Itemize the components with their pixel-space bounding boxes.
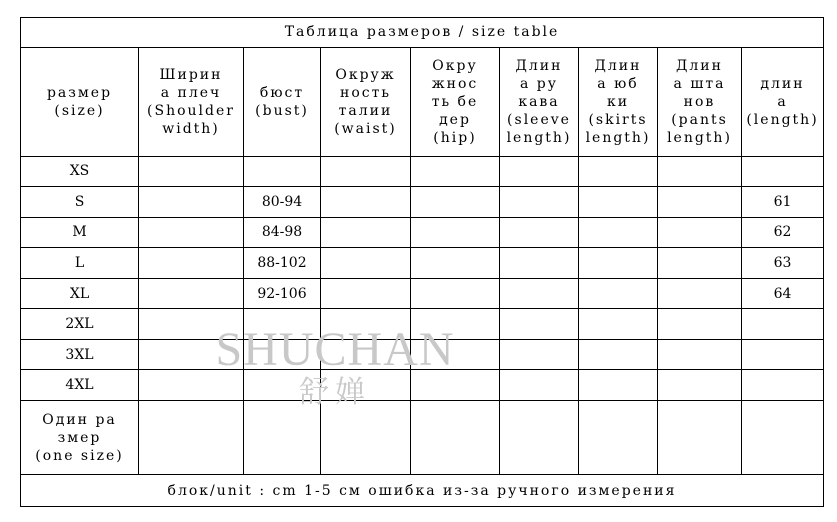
table-cell bbox=[411, 339, 500, 370]
table-cell bbox=[321, 248, 411, 279]
column-header-line: length) bbox=[585, 129, 651, 146]
size-table bbox=[20, 17, 824, 507]
table-cell bbox=[411, 401, 500, 475]
table-cell bbox=[658, 339, 742, 370]
column-header-line: дер bbox=[439, 111, 471, 128]
table-row bbox=[21, 156, 824, 187]
table-cell bbox=[139, 187, 244, 218]
table-cell bbox=[139, 248, 244, 279]
table-cell bbox=[658, 187, 742, 218]
column-header bbox=[579, 47, 658, 156]
column-header-line: (skirts bbox=[588, 111, 648, 128]
table-cell bbox=[742, 156, 824, 187]
table-cell bbox=[579, 187, 658, 218]
table-cell bbox=[579, 401, 658, 475]
column-header-line: length) bbox=[667, 129, 732, 146]
size-label-cell: L bbox=[21, 248, 139, 279]
table-row bbox=[21, 217, 824, 248]
table-cell bbox=[244, 370, 321, 401]
table-cell bbox=[244, 339, 321, 370]
table-cell bbox=[658, 278, 742, 309]
column-header bbox=[244, 47, 321, 156]
table-cell bbox=[500, 217, 579, 248]
watermark-latin: SHUCHAN bbox=[215, 323, 455, 376]
size-label-line: (one size) bbox=[35, 447, 124, 464]
column-header bbox=[742, 47, 824, 156]
title-row bbox=[21, 18, 824, 48]
table-cell bbox=[139, 401, 244, 475]
size-label-cell: 2XL bbox=[21, 309, 139, 340]
table-cell bbox=[411, 156, 500, 187]
table-cell: 84-98 bbox=[244, 217, 321, 248]
size-label-cell bbox=[21, 401, 139, 475]
table-cell bbox=[742, 401, 824, 475]
table-cell bbox=[139, 339, 244, 370]
table-cell bbox=[579, 339, 658, 370]
table-cell bbox=[658, 156, 742, 187]
table-cell bbox=[579, 370, 658, 401]
table-cell bbox=[321, 187, 411, 218]
column-header-line: а шта bbox=[673, 75, 726, 92]
column-header-line: ть бе bbox=[431, 93, 479, 110]
column-header-line: длин bbox=[760, 75, 805, 92]
table-cell bbox=[579, 278, 658, 309]
column-header-line: а плеч bbox=[160, 84, 222, 101]
column-header-line: Длин bbox=[676, 57, 723, 74]
column-header-line: ки bbox=[606, 93, 630, 110]
table-cell bbox=[658, 309, 742, 340]
column-header-line: (pants bbox=[671, 111, 728, 128]
header-row bbox=[21, 47, 824, 156]
column-header-line: Окру bbox=[432, 57, 478, 74]
table-cell bbox=[500, 401, 579, 475]
column-header-line: (sleeve bbox=[507, 111, 571, 128]
table-title: Таблица размеров / size table bbox=[21, 18, 824, 48]
table-cell: 61 bbox=[742, 187, 824, 218]
size-label-cell: XL bbox=[21, 278, 139, 309]
size-label-cell: M bbox=[21, 217, 139, 248]
table-cell bbox=[579, 156, 658, 187]
table-cell bbox=[411, 187, 500, 218]
table-cell bbox=[411, 278, 500, 309]
column-header-line: width) bbox=[162, 120, 220, 137]
column-header bbox=[139, 47, 244, 156]
table-row bbox=[21, 339, 824, 370]
column-header-line: жнос bbox=[431, 75, 479, 92]
size-label-cell: XS bbox=[21, 156, 139, 187]
table-cell bbox=[139, 309, 244, 340]
table-cell bbox=[411, 217, 500, 248]
table-cell bbox=[658, 248, 742, 279]
column-header bbox=[321, 47, 411, 156]
table-row bbox=[21, 278, 824, 309]
table-cell bbox=[411, 309, 500, 340]
table-cell bbox=[139, 370, 244, 401]
table-cell bbox=[742, 339, 824, 370]
table-row bbox=[21, 187, 824, 218]
table-cell: 64 bbox=[742, 278, 824, 309]
table-cell bbox=[139, 217, 244, 248]
table-cell bbox=[411, 370, 500, 401]
table-cell bbox=[500, 187, 579, 218]
table-cell bbox=[139, 278, 244, 309]
table-cell bbox=[579, 217, 658, 248]
table-cell bbox=[244, 401, 321, 475]
table-cell bbox=[500, 339, 579, 370]
table-cell bbox=[658, 217, 742, 248]
table-cell bbox=[500, 278, 579, 309]
column-header-line: Длин bbox=[594, 57, 642, 74]
table-cell: 92-106 bbox=[244, 278, 321, 309]
table-row bbox=[21, 370, 824, 401]
table-cell bbox=[500, 156, 579, 187]
column-header-line: кава bbox=[518, 93, 560, 110]
table-cell bbox=[411, 248, 500, 279]
table-cell bbox=[658, 401, 742, 475]
column-header-line: (Shoulder bbox=[147, 102, 235, 119]
column-header-line: нов bbox=[683, 93, 716, 110]
column-header-line: а ру bbox=[520, 75, 558, 92]
column-header-line: length) bbox=[506, 129, 572, 146]
table-cell bbox=[321, 217, 411, 248]
size-label-line: змер bbox=[57, 429, 102, 446]
table-row bbox=[21, 309, 824, 340]
column-header-line: а юб bbox=[597, 75, 639, 92]
footer-row bbox=[21, 475, 824, 507]
table-cell bbox=[139, 156, 244, 187]
table-cell bbox=[244, 309, 321, 340]
table-cell bbox=[244, 156, 321, 187]
column-header-line: талии bbox=[338, 102, 393, 119]
column-header-line: (waist) bbox=[334, 120, 397, 137]
column-header-line: (length) bbox=[746, 111, 819, 128]
unit-note: блок/unit : cm 1-5 см ошибка из-за ручного измерения bbox=[21, 475, 824, 507]
table-cell bbox=[742, 309, 824, 340]
table-cell bbox=[500, 370, 579, 401]
table-row-one-size bbox=[21, 401, 824, 475]
column-header-line: размер bbox=[46, 84, 113, 101]
column-header bbox=[500, 47, 579, 156]
table-cell bbox=[321, 278, 411, 309]
column-header-line: а bbox=[777, 93, 788, 110]
column-header-line: (bust) bbox=[255, 102, 309, 119]
table-cell: 80-94 bbox=[244, 187, 321, 218]
size-label-cell: 3XL bbox=[21, 339, 139, 370]
column-header-line: (size) bbox=[54, 102, 105, 119]
column-header bbox=[21, 47, 139, 156]
column-header bbox=[658, 47, 742, 156]
column-header-line: ность bbox=[340, 84, 391, 101]
table-cell bbox=[321, 156, 411, 187]
table-cell bbox=[321, 309, 411, 340]
table-cell: 88-102 bbox=[244, 248, 321, 279]
table-row bbox=[21, 248, 824, 279]
size-label-cell: S bbox=[21, 187, 139, 218]
size-label-line: Один ра bbox=[42, 411, 117, 428]
table-cell bbox=[321, 339, 411, 370]
column-header-line: Длин bbox=[515, 57, 563, 74]
column-header-line: бюст bbox=[259, 84, 305, 101]
table-cell bbox=[579, 309, 658, 340]
column-header-line: Окруж bbox=[335, 66, 396, 83]
table-cell bbox=[658, 370, 742, 401]
table-cell bbox=[321, 401, 411, 475]
table-cell bbox=[500, 248, 579, 279]
table-cell bbox=[742, 370, 824, 401]
column-header-line: Ширин bbox=[159, 66, 223, 83]
table-cell: 62 bbox=[742, 217, 824, 248]
table-cell: 63 bbox=[742, 248, 824, 279]
table-cell bbox=[579, 248, 658, 279]
column-header bbox=[411, 47, 500, 156]
size-label-cell: 4XL bbox=[21, 370, 139, 401]
table-cell bbox=[500, 309, 579, 340]
column-header-line: (hip) bbox=[433, 129, 477, 146]
watermark-chinese: 舒婵 bbox=[299, 376, 371, 409]
table-cell bbox=[321, 370, 411, 401]
